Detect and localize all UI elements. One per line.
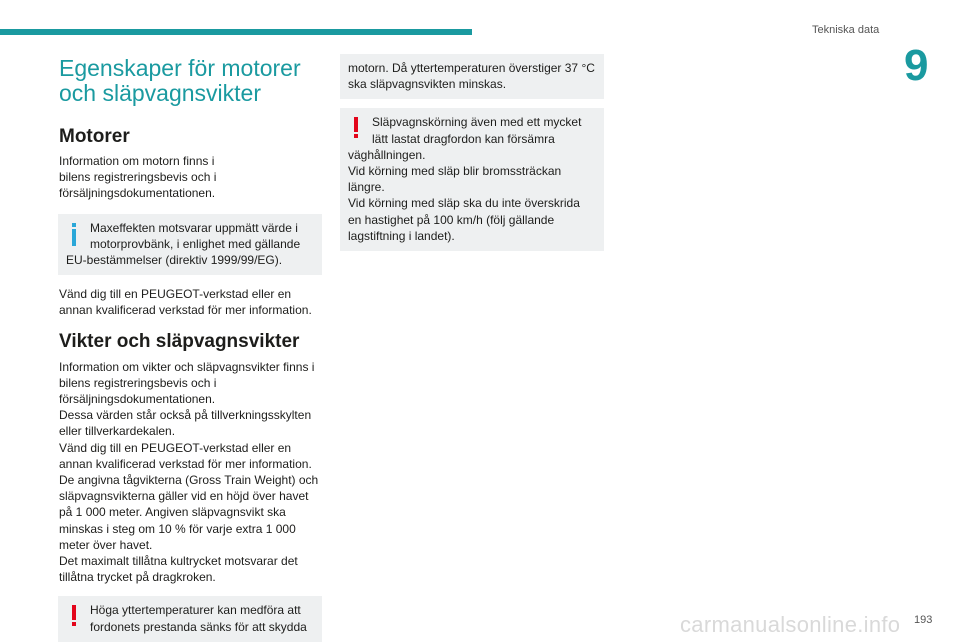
- warning-box-line: Vid körning med släp ska du inte överskrida en hastighet på 100 km/h (följ gällande lagstiftning i landet).: [348, 196, 580, 243]
- right-column: [341, 54, 603, 251]
- section-label: Tekniska data: [812, 24, 880, 36]
- vikter-paragraph: Dessa värden står också på tillverkningsskylten eller tillverkardekalen.: [59, 408, 312, 439]
- left-column: [59, 56, 321, 642]
- vikter-body: [59, 359, 321, 586]
- warning-icon: [69, 605, 79, 626]
- motorer-intro: Information om motorn finns i bilens registreringsbevis och i försäljningsdokumentationen.: [59, 154, 217, 201]
- warning-box-lead: Höga yttertemperaturer kan medföra att fordonets prestanda sänks för att skydda: [90, 603, 307, 634]
- heading-vikter: Vikter och släpvagnsvikter: [59, 330, 300, 352]
- info-box-rest: EU-bestämmelser (direktiv 1999/99/EG).: [66, 253, 283, 268]
- chapter-number: 9: [904, 41, 929, 90]
- vikter-paragraph: Information om vikter och släpvagnsvikter finns i bilens registreringsbevis och i försäljningsdokumentationen.: [59, 359, 315, 407]
- info-icon: [69, 223, 79, 246]
- warning-box-continued: [340, 54, 604, 99]
- vikter-paragraph: Vänd dig till en PEUGEOT-verkstad eller en annan kvalificerad verkstad för mer information.: [59, 440, 312, 471]
- motorer-after: Vänd dig till en PEUGEOT-verkstad eller en annan kvalificerad verkstad för mer information.: [59, 287, 312, 318]
- top-accent-bar: [0, 29, 472, 35]
- warning-box-trailer: [340, 108, 604, 251]
- page-title-line2: och släpvagnsvikter: [59, 80, 261, 106]
- watermark: carmanualsonline.info: [680, 612, 901, 637]
- info-box-lead: Maxeffekten motsvarar uppmätt värde i motorprovbänk, i enlighet med gällande: [90, 220, 301, 251]
- warning-box-line: Vid körning med släp blir bromssträckan längre.: [348, 164, 562, 195]
- warning-icon: [351, 117, 361, 138]
- page-title: [59, 56, 321, 106]
- vikter-paragraph: De angivna tågvikterna (Gross Train Weight) och släpvagnsvikterna gäller vid en höjd över havet på 1 000 meter. Angiven släpvagnsvikt ska minskas i steg om 10 % för varje extra 1 000 meter över havet.: [59, 473, 319, 552]
- page-number: 193: [914, 614, 933, 626]
- continued-text: motorn. Då yttertemperaturen överstiger 37 °C ska släpvagnsvikten minskas.: [348, 61, 595, 92]
- page-title-line1: Egenskaper för motorer: [59, 55, 301, 81]
- info-box: [58, 214, 322, 276]
- warning-box-line: väghållningen.: [348, 147, 426, 162]
- heading-motorer: Motorer: [59, 126, 130, 147]
- vikter-paragraph: Det maximalt tillåtna kultrycket motsvarar det tillåtna trycket på dragkroken.: [59, 554, 298, 585]
- warning-box-lead: Släpvagnskörning även med ett mycket lätt lastat dragfordon kan försämra: [372, 115, 582, 146]
- warning-box-temperature: [58, 596, 322, 641]
